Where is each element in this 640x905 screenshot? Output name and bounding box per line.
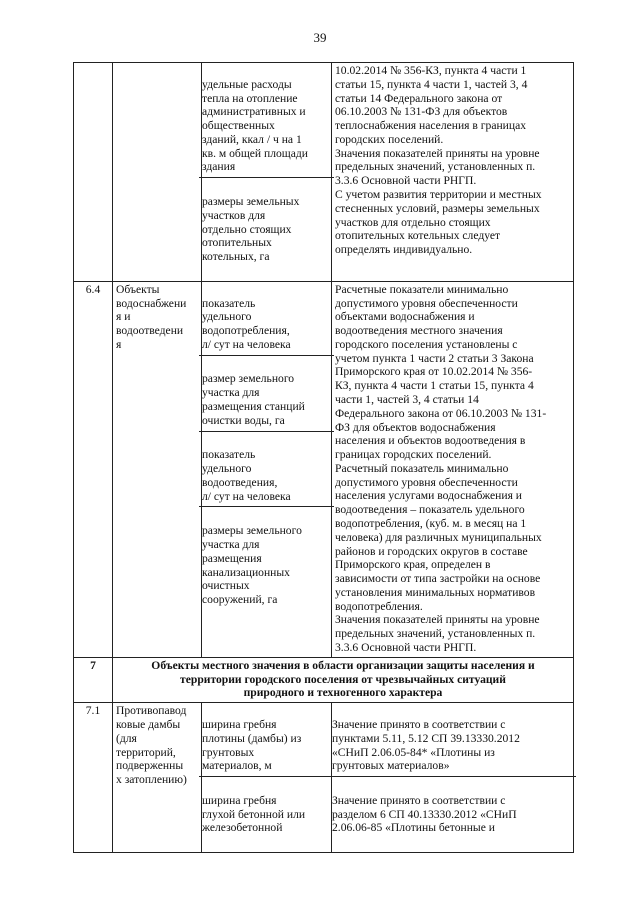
- indicator-item: показатель удельного водоотведения, л/ сут на человека: [199, 448, 334, 507]
- table-row: [74, 63, 574, 282]
- indicator-item: размеры земельного участка для размещения канализационных очистных сооружений, га: [202, 524, 302, 607]
- indicator-item: размеры земельных участков для отдельно стоящих отопительных котельных, га: [202, 195, 300, 264]
- indicator-cell: [202, 281, 332, 657]
- indicator-item: показатель удельного водопотребления, л/ сут на человека: [199, 296, 334, 356]
- justification-cell: Расчетные показатели минимально допустимого уровня обеспеченности объектами водоснабжения и водоотведения местного значения городского поселения установлены с учетом пункта 1 части 2 статьи 3 Закона Приморского края от 10.02.2014 № 356- КЗ, пункта 4 части 1 статьи 15, пункта 4 части 1, частей 3, 4 статьи 14 Федерального закона от 06.10.2003 № 131- ФЗ для объектов водоснабжения населения и объектов водоотведения в границах городских поселений. Расчетный показатель минимально допустимого уровня обеспеченности населения услугами водоснабжения и водоотведения – показатель удельного водопотребления, (куб. м. в месяц на 1 человека) для различных муниципальных районов и городских округов в составе Приморского края, определен в зависимости от типа застройки на основе установления минимальных нормативов водопотребления. Значения показателей приняты на уровне предельных значений, установленных п. 3.3.6 Основной части РНГП.: [332, 281, 574, 657]
- section-row: [74, 657, 574, 702]
- section-title-cell: Объекты местного значения в области организации защиты населения и территории городского поселения от чрезвычайных ситуаций природного и техногенного характера: [113, 657, 574, 702]
- row-number-cell: 6.4: [74, 281, 113, 657]
- object-cell: [113, 63, 202, 282]
- indicator-item: ширина гребня плотины (дамбы) из грунтовых материалов, м: [199, 717, 334, 777]
- table-row: [74, 281, 574, 657]
- row-number-cell: 7.1: [74, 703, 113, 853]
- justification-item: Значение принято в соответствии с разделом 6 СП 40.13330.2012 «СНиП 2.06.06-85 «Плотины бетонные и: [332, 793, 517, 835]
- section-number-cell: 7: [74, 657, 113, 702]
- indicator-item: размер земельного участка для размещения станций очистки воды, га: [199, 372, 334, 431]
- indicator-item: удельные расходы тепла на отопление административных и общественных зданий, ккал / ч на 1 кв. м общей площади здания: [199, 77, 334, 178]
- indicator-cell: [202, 63, 332, 282]
- object-cell: Противопавод ковые дамбы (для территорий, подверженны х затоплению): [113, 703, 202, 853]
- indicator-cell: [202, 703, 332, 853]
- row-number-cell: [74, 63, 113, 282]
- justification-cell: [332, 703, 574, 853]
- indicator-item: ширина гребня глухой бетонной или железобетонной: [202, 793, 306, 835]
- table-row: [74, 703, 574, 853]
- justification-cell: 10.02.2014 № 356-КЗ, пункта 4 части 1 статьи 15, пункта 4 части 1, частей 3, 4 статьи 14 Федерального закона от 06.10.2003 № 131-ФЗ для объектов теплоснабжения населения в границах городских поселений. Значения показателей приняты на уровне предельных значений, установленных п. 3.3.6 Основной части РНГП. С учетом развития территории и местных стесненных условий, размеры земельных участков для отдельно стоящих отопительных котельных следует определять индивидуально.: [332, 63, 574, 282]
- standards-table: [73, 62, 574, 853]
- object-cell: Объекты водоснабжени я и водоотведени я: [113, 281, 202, 657]
- page-number: 39: [313, 30, 327, 45]
- justification-item: Значение принято в соответствии с пунктами 5.11, 5.12 СП 39.13330.2012 «СНиП 2.06.05-84* «Плотины из грунтовых материалов»: [329, 717, 576, 777]
